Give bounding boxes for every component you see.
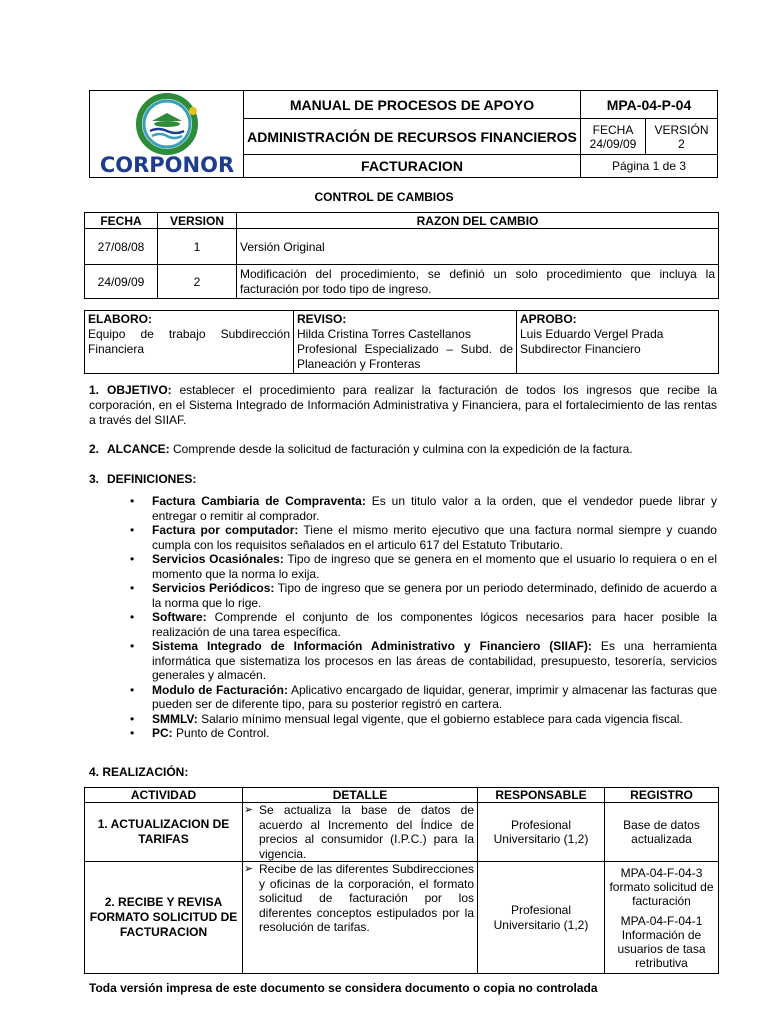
- definition-text: Comprende el conjunto de los componentes lógicos necesarios para hacer posible la realización de una tarea específica.: [152, 610, 717, 639]
- col-responsable: RESPONSABLE: [478, 788, 605, 803]
- bullet-icon: •: [130, 682, 135, 697]
- reviso-role: Profesional Especializado – Subd. de Planeación y Fronteras: [297, 342, 513, 371]
- definition-text: Salario mínimo mensual legal vigente, que el gobierno establece para cada vigencia fiscal.: [201, 711, 683, 726]
- row-actividad: 1. ACTUALIZACION DE TARIFAS: [85, 803, 243, 862]
- aprobo-name: Luis Eduardo Vergel Prada: [520, 327, 664, 341]
- list-item: [130, 712, 717, 727]
- registro-item: MPA-04-F-04-1 Información de usuarios de tasa retributiva: [617, 913, 706, 970]
- list-item: [130, 683, 717, 712]
- reviso-name: Hilda Cristina Torres Castellanos: [297, 327, 471, 341]
- definition-term: Servicios Ocasiónales:: [152, 552, 284, 566]
- registro-item: MPA-04-F-04-3 formato solicitud de facturación: [609, 865, 714, 908]
- logo-cell: [90, 91, 244, 178]
- detalle-text: Recibe de las diferentes Subdirecciones y oficinas de la corporación, el formato solicitud de facturación por los diferentes conceptos estipulados por la resolución de tarifas.: [259, 862, 474, 934]
- bullet-icon: •: [130, 523, 135, 537]
- row-responsable: Profesional Universitario (1,2): [478, 862, 605, 974]
- list-item: [130, 552, 717, 581]
- col-razon: RAZON DEL CAMBIO: [237, 213, 719, 229]
- row-registro: Base de datos actualizada: [605, 803, 719, 862]
- objetivo-section: [89, 383, 717, 428]
- fecha-value: 24/09/09: [589, 136, 637, 151]
- alcance-text: Comprende desde la solicitud de facturación y culmina con la expedición de la factura.: [173, 442, 633, 456]
- objetivo-text: establecer el procedimiento para realizar la facturación de todos los ingresos que recibe la corporación, en el Sistema Integrado de Información Administrativa y Financiera, para el fortalecimiento de las rentas a través del SIIAF.: [89, 383, 717, 427]
- col-actividad: ACTIVIDAD: [85, 788, 243, 803]
- row-detalle: [243, 803, 478, 862]
- row-fecha: 24/09/09: [85, 265, 158, 299]
- definition-text: Aplicativo encargado de liquidar, generar, imprimir y almacenar las facturas que pueden ser de diferente tipo, para su posterior registró en cartera.: [152, 682, 718, 711]
- document-header: [89, 90, 718, 178]
- fecha-cell: [581, 119, 646, 155]
- list-item: [130, 494, 717, 523]
- table-row: [85, 265, 719, 299]
- page-number: Página 1 de 3: [581, 154, 718, 177]
- bullet-icon: •: [130, 711, 135, 726]
- col-detalle: DETALLE: [243, 788, 478, 803]
- reviso-cell: [294, 311, 517, 374]
- footer-note: Toda versión impresa de este documento se considera documento o copia no controlada: [89, 981, 598, 995]
- table-row: [85, 803, 719, 862]
- definition-text: Punto de Control.: [176, 726, 270, 740]
- corponor-logo: [90, 91, 243, 177]
- table-row: [85, 862, 719, 974]
- process-name: FACTURACION: [244, 154, 581, 177]
- definiciones-heading: [89, 472, 717, 487]
- definitions-list: [130, 494, 717, 741]
- fecha-label: FECHA: [592, 122, 634, 137]
- arrow-bullet-icon: ➢: [244, 804, 254, 816]
- document-code: MPA-04-P-04: [581, 91, 718, 119]
- alcance-section: [89, 442, 717, 457]
- realizacion-table: [84, 787, 719, 974]
- version-value: 2: [678, 136, 685, 151]
- definition-term: Factura por computador:: [152, 523, 299, 537]
- elaboro-label: ELABORO:: [88, 312, 152, 326]
- list-item: [130, 523, 717, 552]
- aprobo-label: APROBO:: [520, 312, 577, 326]
- row-registro: [605, 862, 719, 974]
- definition-term: Factura Cambiaria de Compraventa:: [152, 494, 366, 508]
- elaboro-text: Equipo de trabajo Subdirección Financiera: [88, 327, 290, 356]
- reviso-label: REVISO:: [297, 312, 347, 326]
- bullet-icon: •: [130, 639, 135, 653]
- aprobo-role: Subdirector Financiero: [520, 342, 641, 356]
- detalle-text: Se actualiza la base de datos de acuerdo al Incremento del Índice de precios al consumidor (I.P.C.) para la vigencia.: [259, 803, 474, 861]
- definition-text: Tipo de ingreso que se genera en el momento que el usuario lo requiera o en el momento que la norma lo exija.: [152, 552, 717, 581]
- definition-text: Tiene el mismo merito ejecutivo que una factura normal siempre y cuando cumpla con los requisitos señalados en el articulo 617 del Estatuto Tributario.: [152, 523, 717, 552]
- definiciones-label: DEFINICIONES:: [107, 472, 197, 486]
- list-item: [130, 639, 717, 683]
- definition-term: Modulo de Facturación:: [152, 682, 288, 697]
- row-detalle: [243, 862, 478, 974]
- row-fecha: 27/08/08: [85, 229, 158, 265]
- list-item: [130, 610, 717, 639]
- alcance-label: ALCANCE:: [107, 442, 170, 456]
- version-label: VERSIÓN: [654, 122, 709, 137]
- row-responsable: Profesional Universitario (1,2): [478, 803, 605, 862]
- arrow-bullet-icon: ➢: [244, 863, 254, 875]
- row-version: 2: [158, 265, 237, 299]
- control-cambios-title: CONTROL DE CAMBIOS: [314, 190, 454, 204]
- definition-term: Servicios Periódicos:: [152, 581, 275, 595]
- definition-term: Sistema Integrado de Información Administrativo y Financiero (SIIAF):: [152, 639, 592, 653]
- aprobo-cell: [517, 311, 719, 374]
- bullet-icon: •: [130, 581, 135, 595]
- definition-term: SMMLV:: [152, 711, 198, 726]
- bullet-icon: •: [130, 494, 135, 508]
- definiciones-number: 3.: [89, 472, 100, 486]
- bullet-icon: •: [130, 726, 135, 740]
- realizacion-title: 4. REALIZACIÓN:: [89, 765, 189, 779]
- row-razon: Versión Original: [237, 229, 719, 265]
- manual-title: MANUAL DE PROCESOS DE APOYO: [244, 91, 581, 119]
- logo-text: CORPONOR: [99, 153, 235, 177]
- row-version: 1: [158, 229, 237, 265]
- definition-text: Es un titulo valor a la orden, que el vendedor puede librar y entregar o remitir al comprador.: [152, 494, 717, 523]
- objetivo-number: 1.: [89, 383, 100, 397]
- alcance-number: 2.: [89, 442, 100, 456]
- version-cell: [646, 119, 718, 155]
- definition-term: Software:: [152, 610, 207, 624]
- definition-term: PC:: [152, 726, 173, 740]
- definition-text: Tipo de ingreso que se genera por un periodo determinado, definido de acuerdo a la norma que lo rige.: [152, 581, 717, 610]
- bullet-icon: •: [130, 610, 135, 624]
- row-actividad: 2. RECIBE Y REVISA FORMATO SOLICITUD DE FACTURACION: [85, 862, 243, 974]
- subtitle: ADMINISTRACIÓN DE RECURSOS FINANCIEROS: [244, 119, 581, 155]
- bullet-icon: •: [130, 552, 135, 566]
- col-fecha: FECHA: [85, 213, 158, 229]
- list-item: [130, 726, 717, 741]
- col-registro: REGISTRO: [605, 788, 719, 803]
- table-row: [85, 229, 719, 265]
- list-item: [130, 581, 717, 610]
- elaboro-cell: [85, 311, 294, 374]
- control-cambios-table: [84, 212, 719, 299]
- objetivo-label: OBJETIVO:: [107, 383, 172, 397]
- definition-text: Es una herramienta informática que sistematiza los procesos en las áreas de contabilidad, presupuesto, tesorería, servicios generales y almacén.: [152, 639, 717, 682]
- row-razon: Modificación del procedimiento, se definió un solo procedimiento que incluya la facturación por todo tipo de ingreso.: [237, 265, 719, 299]
- signatures-table: [84, 310, 719, 374]
- col-version: VERSION: [158, 213, 237, 229]
